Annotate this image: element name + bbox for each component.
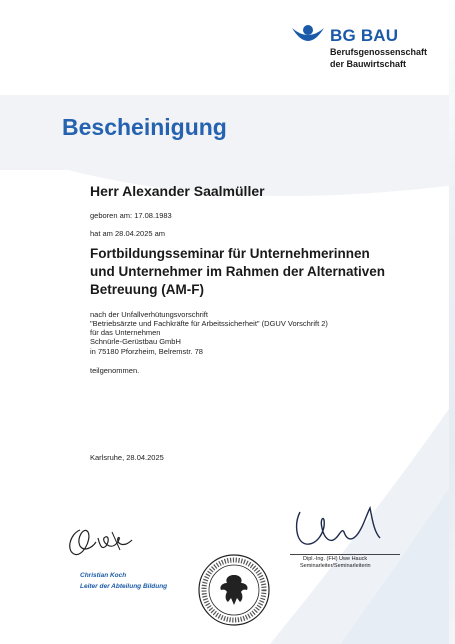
place-and-date: Karlsruhe, 28.04.2025 — [90, 453, 164, 462]
left-signatory-role: Leiter der Abteilung Bildung — [80, 583, 168, 590]
attendance-date: hat am 28.04.2025 am — [90, 229, 166, 238]
bg-bau-logo-mark-icon — [290, 24, 326, 50]
logo-subtitle-1: Berufsgenossenschaft — [330, 47, 428, 57]
official-seal-icon — [197, 553, 271, 627]
left-signatory-name: Christian Koch — [80, 572, 127, 579]
logo-subtitle-2: der Bauwirtschaft — [330, 59, 407, 69]
company-address: in 75180 Pforzheim, Belremstr. 78 — [90, 347, 203, 356]
regulation-line-1: nach der Unfallverhütungsvorschrift — [90, 310, 208, 319]
left-signature — [62, 520, 147, 565]
right-signature — [290, 498, 390, 554]
course-title-line-2: und Unternehmer im Rahmen der Alternativen — [90, 264, 386, 279]
page-edge-shadow — [449, 0, 455, 644]
company-intro: für das Unternehmen — [90, 328, 161, 337]
course-title-line-3: Betreuung (AM-F) — [90, 282, 204, 297]
right-signatory-name: Dipl.-Ing. (FH) Uwe Hauck — [303, 556, 368, 562]
course-title-line-1: Fortbildungsseminar für Unternehmerinnen — [90, 246, 370, 261]
participated-text: teilgenommen. — [90, 366, 140, 375]
certificate-title: Bescheinigung — [62, 114, 227, 140]
course-title — [90, 245, 445, 299]
birth-date: geboren am: 17.08.1983 — [90, 211, 172, 220]
right-signature-line — [290, 554, 400, 555]
bg-bau-logo — [290, 24, 450, 84]
logo-name: BG BAU — [330, 26, 399, 45]
right-signatory-role: Seminarleiter/Seminarleiterin — [300, 563, 371, 569]
recipient-name: Herr Alexander Saalmüller — [90, 183, 265, 199]
regulation-line-2: "Betriebsärzte und Fachkräfte für Arbeitssicherheit" (DGUV Vorschrift 2) — [90, 319, 328, 328]
company-name: Schnürle-Gerüstbau GmbH — [90, 337, 181, 346]
